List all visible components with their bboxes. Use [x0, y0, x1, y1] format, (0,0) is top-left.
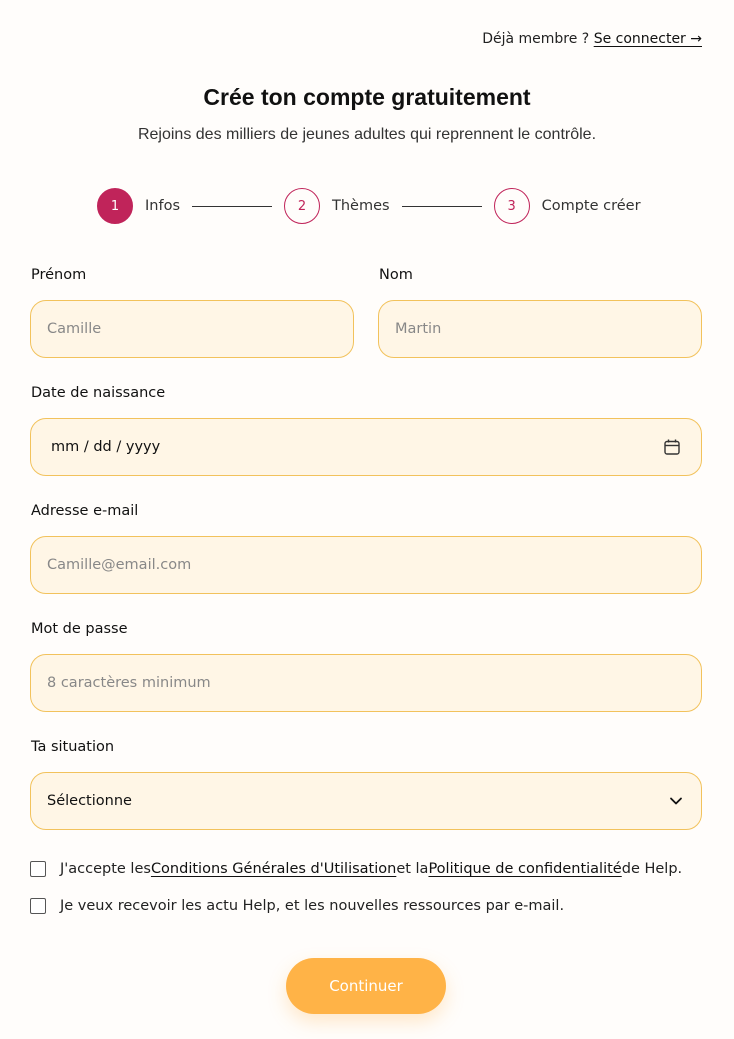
privacy-link[interactable]: Politique de confidentialité	[428, 861, 622, 877]
step-1-label: Infos	[145, 198, 180, 214]
terms-checkbox[interactable]	[30, 861, 46, 877]
first-name-placeholder: Camille	[47, 321, 102, 337]
last-name-input[interactable]	[378, 300, 702, 358]
terms-link[interactable]: Conditions Générales d'Utilisation	[150, 861, 397, 877]
continue-button[interactable]: Continuer	[286, 958, 446, 1014]
terms-prefix-text: J'accepte les	[60, 861, 151, 877]
step-connector	[192, 206, 272, 207]
situation-selected-value: Sélectionne	[47, 793, 132, 809]
login-link[interactable]: Se connecter →	[593, 31, 702, 47]
step-3-label: Compte créer	[541, 198, 641, 214]
last-name-placeholder: Martin	[395, 321, 442, 337]
already-member-text: Déjà membre ?	[482, 31, 594, 47]
page-subtitle: Rejoins des milliers de jeunes adultes qui reprennent le contrôle.	[137, 126, 597, 143]
password-label: Mot de passe	[31, 621, 128, 637]
last-name-label: Nom	[379, 267, 413, 283]
email-label: Adresse e-mail	[31, 503, 139, 519]
email-placeholder: Camille@email.com	[47, 557, 192, 573]
newsletter-consent-row	[30, 898, 564, 914]
terms-suffix-text: de Help.	[621, 861, 683, 877]
terms-consent-row	[30, 861, 682, 877]
birthdate-input[interactable]	[30, 418, 702, 476]
step-2-circle: 2	[284, 188, 320, 224]
email-input[interactable]	[30, 536, 702, 594]
progress-stepper	[97, 188, 641, 224]
newsletter-checkbox[interactable]	[30, 898, 46, 914]
step-3-circle: 3	[494, 188, 530, 224]
birthdate-label: Date de naissance	[31, 385, 166, 401]
chevron-down-icon	[669, 794, 683, 812]
calendar-icon[interactable]	[663, 438, 681, 460]
password-input[interactable]	[30, 654, 702, 712]
login-prompt	[482, 31, 702, 47]
step-connector	[402, 206, 482, 207]
newsletter-text: Je veux recevoir les actu Help, et les nouvelles ressources par e-mail.	[60, 898, 565, 914]
step-1-circle: 1	[97, 188, 133, 224]
terms-middle-text: et la	[396, 861, 429, 877]
first-name-input[interactable]	[30, 300, 354, 358]
birthdate-value: mm / dd / yyyy	[51, 439, 161, 455]
situation-label: Ta situation	[31, 739, 115, 755]
page-title: Crée ton compte gratuitement	[203, 84, 531, 110]
password-placeholder: 8 caractères minimum	[47, 675, 211, 691]
situation-select[interactable]	[30, 772, 702, 830]
first-name-label: Prénom	[31, 267, 87, 283]
step-2-label: Thèmes	[332, 198, 390, 214]
